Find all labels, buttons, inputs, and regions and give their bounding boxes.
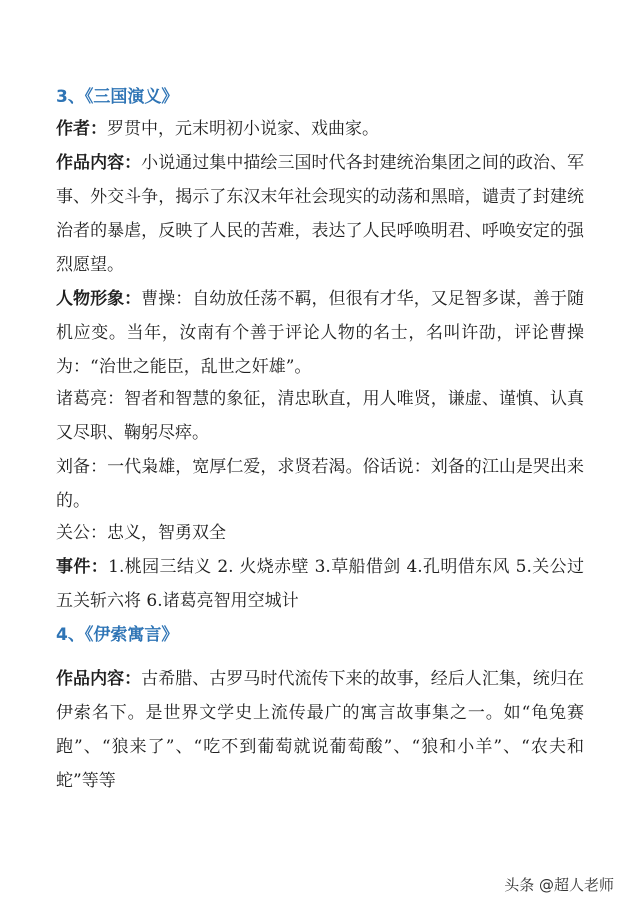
author-text: 罗贯中，元末明初小说家、戏曲家。 [107,119,379,139]
guangong-paragraph: 关公：忠义，智勇双全 [56,523,226,543]
liubei-paragraph: 刘备：一代枭雄，宽厚仁爱，求贤若渴。俗话说：刘备的江山是哭出来的。 [56,457,584,511]
author-paragraph [56,112,584,146]
characters-paragraph [56,282,584,384]
section-heading-aesop: 4、《伊索寓言》 [56,625,179,645]
zhugeliang-paragraph: 诸葛亮：智者和智慧的象征，清忠耿直，用人唯贤，谦虚、谨慎、认真又尽职、鞠躬尽瘁。 [56,389,584,443]
author-label: 作者： [56,119,107,139]
events-label: 事件： [56,557,109,577]
events-paragraph [56,550,584,618]
content-text-aesop: 古希腊、古罗马时代流传下来的故事，经后人汇集，统归在伊索名下。是世界文学史上流传最广的寓言故事集之一。如“龟兔赛跑”、“狼来了”、“吃不到葡萄就说葡萄酸”、“狼和小羊”、“农夫和蛇”等等 [56,669,585,791]
characters-label: 人物形象： [56,289,142,309]
content-label: 作品内容： [56,153,142,173]
events-text: 1.桃园三结义 2. 火烧赤壁 3.草船借剑 4.孔明借东风 5.关公过五关斩六将 6.诸葛亮智用空城计 [56,557,585,611]
content-paragraph-aesop [56,662,584,798]
content-text: 小说通过集中描绘三国时代各封建统治集团之间的政治、军事、外交斗争，揭示了东汉末年社会现实的动荡和黑暗，谴责了封建统治者的暴虐，反映了人民的苦难，表达了人民呼唤明君、呼唤安定的强烈愿望。 [56,153,585,275]
watermark: 头条 @超人老师 [504,876,614,894]
content-paragraph-sanguo [56,146,584,282]
section-heading-sanguo: 3、《三国演义》 [56,87,179,107]
content-label-aesop: 作品内容： [56,669,142,689]
caocao-text: 曹操：自幼放任荡不羁，但很有才华，又足智多谋，善于随机应变。当年，汝南有个善于评论人物的名士，名叫许劭，评论曹操为：“治世之能臣，乱世之奸雄”。 [56,289,585,377]
